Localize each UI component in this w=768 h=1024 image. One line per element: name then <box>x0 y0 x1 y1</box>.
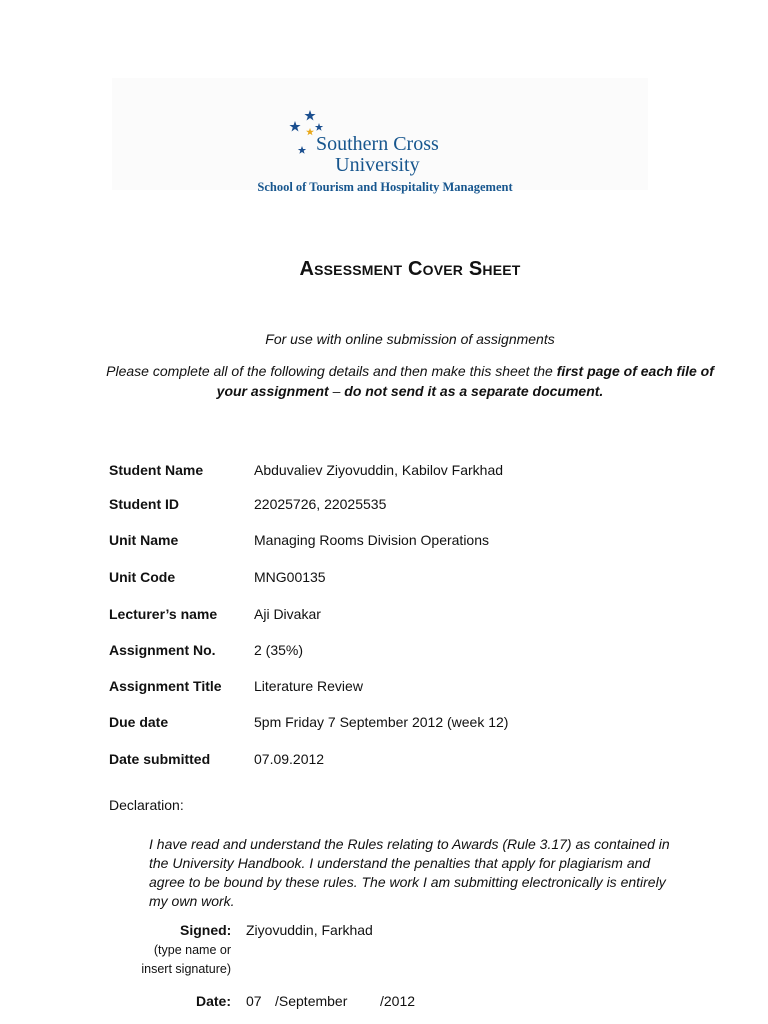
intro-plain: Please complete all of the following details and then make this sheet the <box>106 363 557 379</box>
field-label: Assignment Title <box>109 678 222 694</box>
field-value: Aji Divakar <box>254 606 321 622</box>
signed-value: Ziyovuddin, Farkhad <box>246 922 373 938</box>
field-value: Abduvaliev Ziyovuddin, Kabilov Farkhad <box>254 462 504 478</box>
star-icon <box>304 110 315 121</box>
star-icon <box>298 146 306 154</box>
field-value: 07.09.2012 <box>254 751 325 767</box>
field-label: Student Name <box>109 462 204 478</box>
intro-line: For use with online submission of assignments <box>265 331 555 347</box>
field-label: Lecturer’s name <box>109 606 218 622</box>
declaration-text: I have read and understand the Rules relating to Awards (Rule 3.17) as contained in the University Handbook. I understand the penalties that apply for plagiarism and agree to be bound by these rules. The work I am submitting electronically is entirely my own work. <box>149 836 670 909</box>
intro-dash: – <box>328 382 345 399</box>
field-value: 2 (35%) <box>254 642 304 658</box>
date-day: 07 <box>246 993 262 1009</box>
signed-hint-line1: (type name or <box>153 943 231 957</box>
field-label: Due date <box>109 714 169 730</box>
declaration-label: Declaration: <box>109 797 184 813</box>
field-label: Student ID <box>109 496 179 512</box>
field-value: 22025726, 22025535 <box>254 496 387 512</box>
intro-bold: first page of each file of your assignment <box>216 363 714 399</box>
school-name: School of Tourism and Hospitality Management <box>257 180 513 194</box>
field-label: Assignment No. <box>109 642 216 658</box>
signed-hint <box>120 941 231 979</box>
star-icon <box>306 128 314 135</box>
field-label: Unit Code <box>109 569 176 585</box>
field-label: Unit Name <box>109 532 179 548</box>
date-month: /September <box>275 993 348 1009</box>
star-icon <box>289 121 300 132</box>
star-icon <box>315 123 323 131</box>
field-value: MNG00135 <box>254 569 326 585</box>
field-value: Managing Rooms Division Operations <box>254 532 489 548</box>
date-label: Date: <box>196 993 232 1009</box>
signed-hint-line2: insert signature) <box>141 962 231 976</box>
university-name-line2: University <box>335 154 420 176</box>
university-name-line1: Southern Cross <box>316 133 439 155</box>
field-label: Date submitted <box>109 751 211 767</box>
date-year: /2012 <box>380 993 416 1009</box>
field-value: Literature Review <box>254 678 363 694</box>
intro-bold-end: do not send it as a separate document. <box>344 382 604 399</box>
page-title: Assessment Cover Sheet <box>299 258 521 280</box>
university-name <box>316 134 439 176</box>
intro-instructions <box>100 362 720 401</box>
field-value: 5pm Friday 7 September 2012 (week 12) <box>254 714 509 730</box>
signed-label: Signed: <box>180 922 232 938</box>
